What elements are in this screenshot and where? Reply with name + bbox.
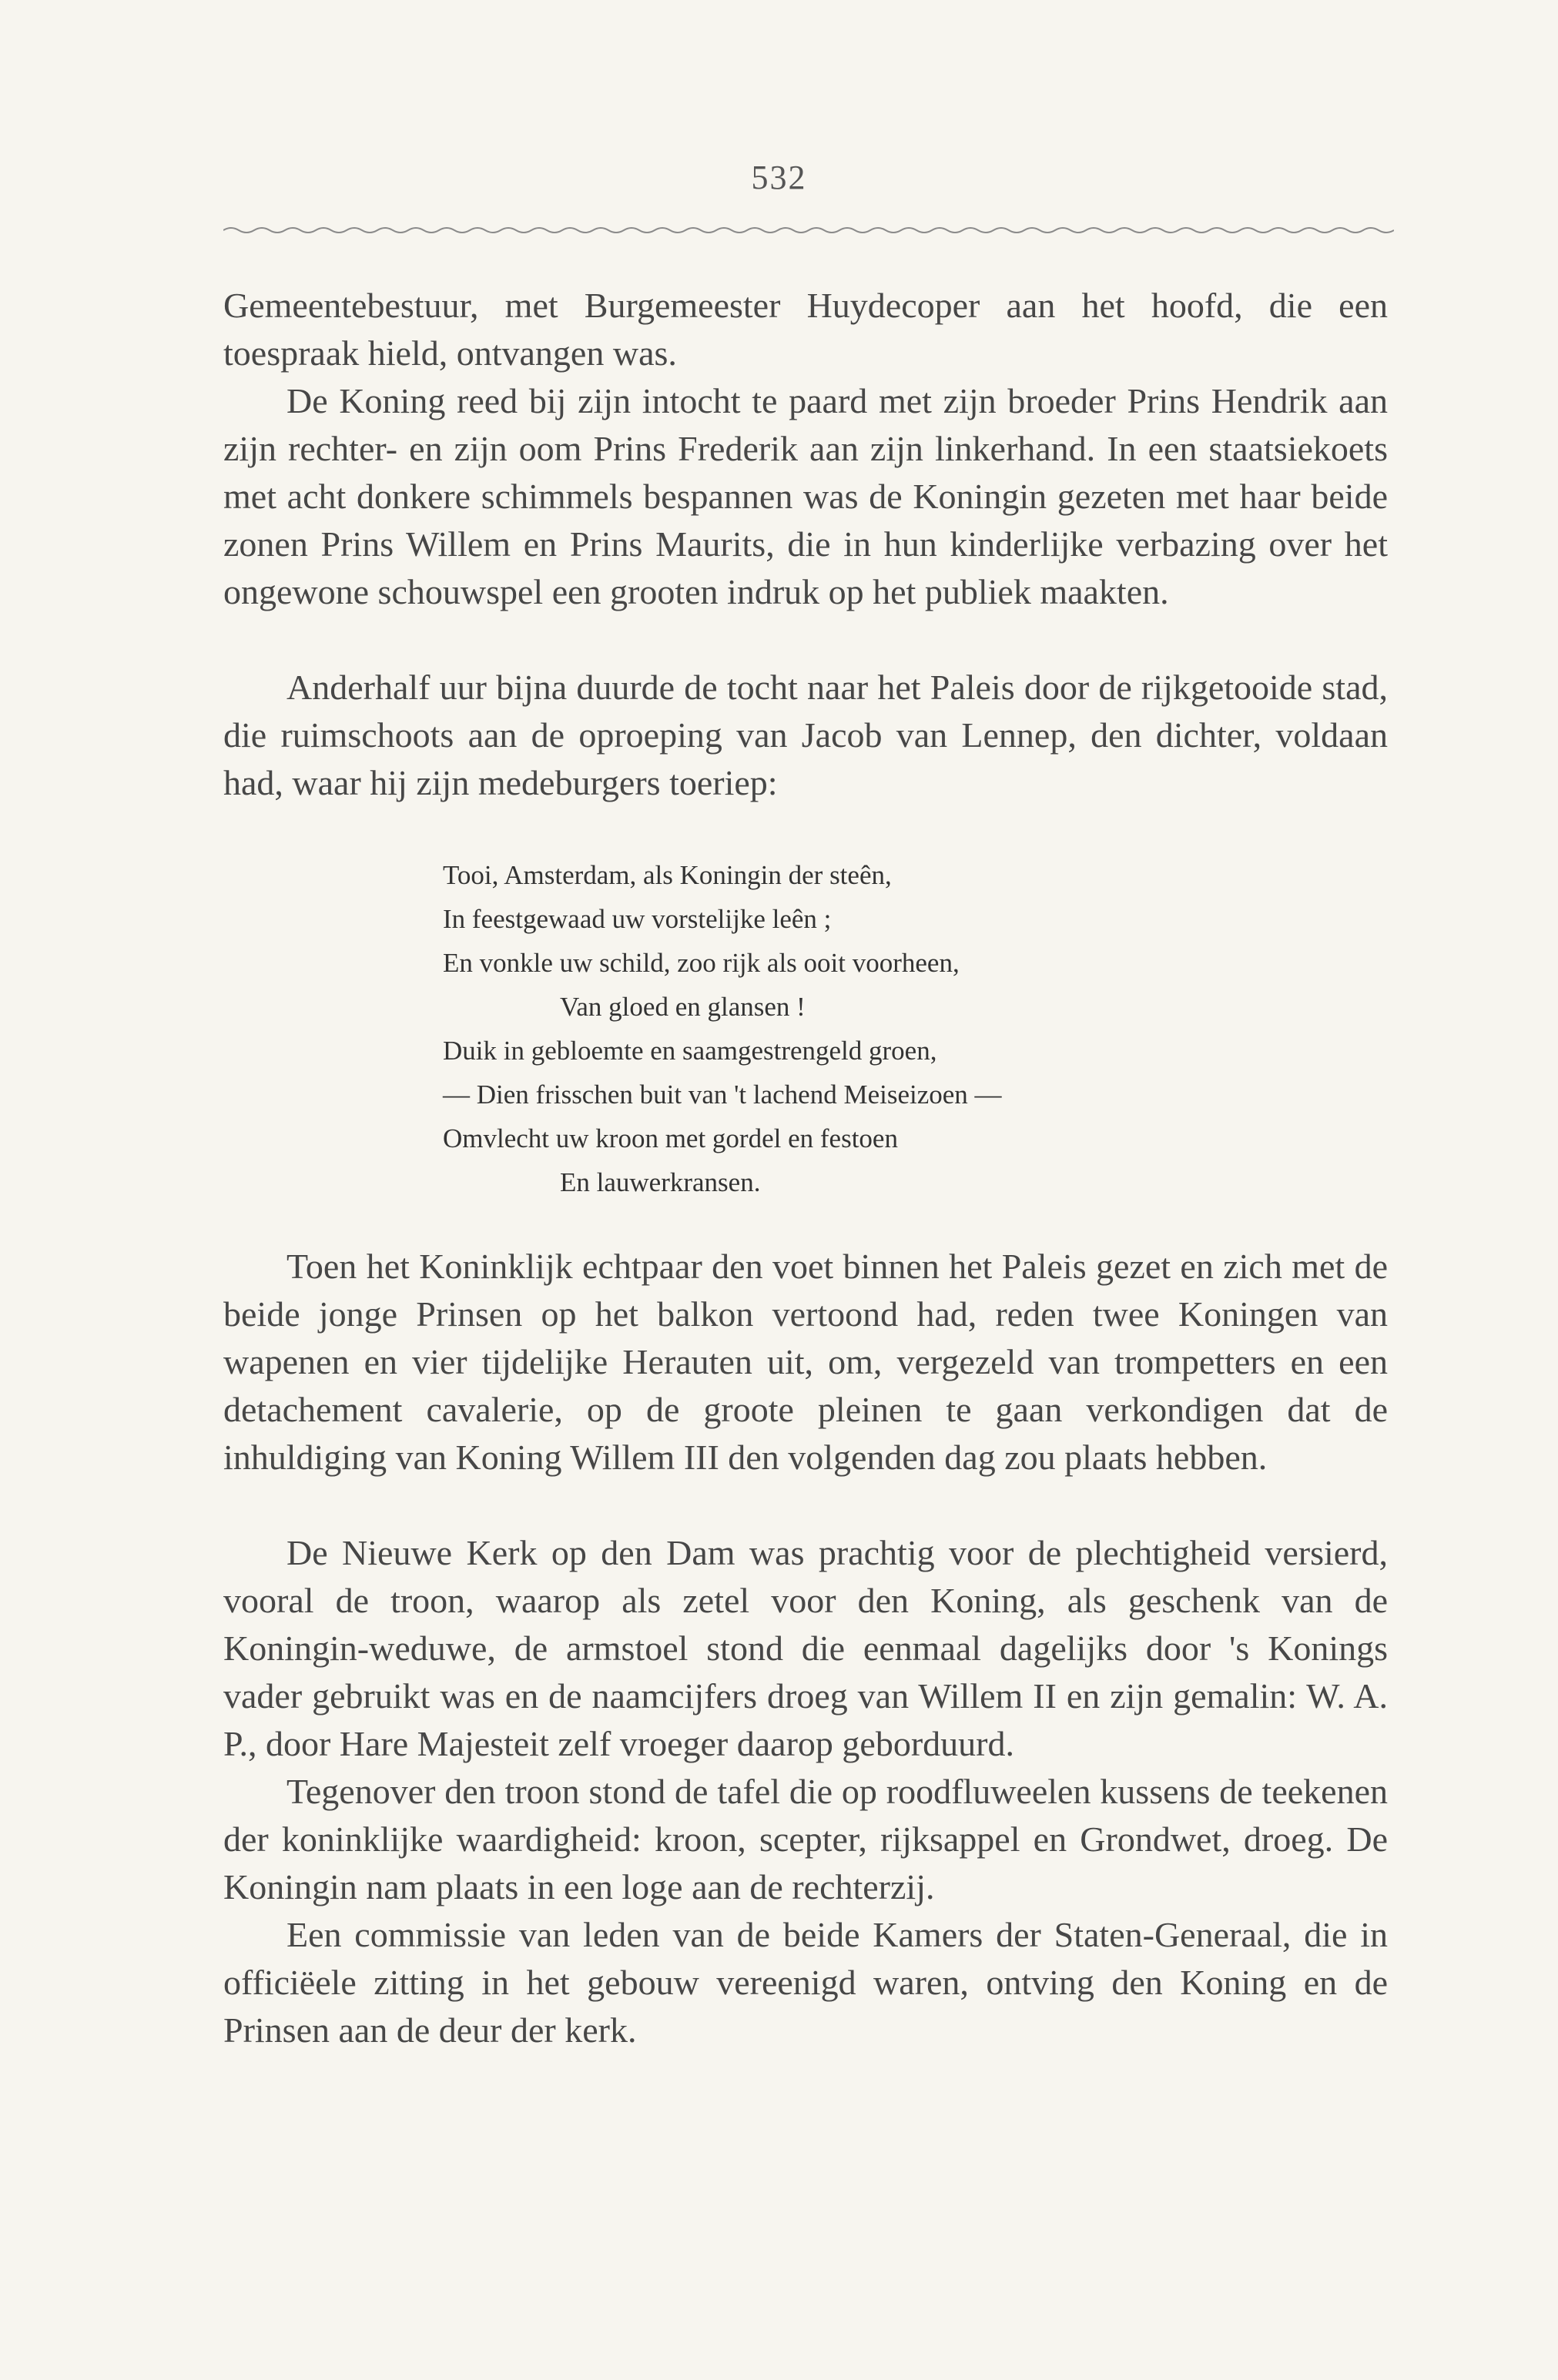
paragraph-2: De Koning reed bij zijn intocht te paard met zijn broeder Prins Hendrik aan zijn rechter- en zijn oom Prins Frederik aan zijn linkerhand. In een staatsiekoets met acht donkere schimmels bespannen was de Koningin gezeten met haar beide zonen Prins Willem en Prins Maurits, die in hun kinderlijke verbazing over het ongewone schouwspel een grooten indruk op het publiek maakten. bbox=[223, 381, 1388, 611]
paragraph-4: Toen het Koninklijk echtpaar den voet binnen het Paleis gezet en zich met de beide jonge Prinsen op het balkon vertoond had, reden twee Koningen van wapenen en vier tijdelijke Herauten uit, om, vergezeld van trompetters en een detachement cavalerie, op de groote pleinen te gaan verkondigen dat de inhuldiging van Koning Willem III den volgenden dag zou plaats hebben. bbox=[223, 1247, 1388, 1477]
poem-line: — Dien frisschen buit van 't lachend Meiseizoen — bbox=[443, 1080, 1002, 1110]
poem-line: In feestgewaad uw vorstelijke leên ; bbox=[443, 904, 832, 934]
paragraph-6: Tegenover den troon stond de tafel die op roodfluweelen kussens de teekenen der koninklijke waardigheid: kroon, scepter, rijksappel en Grondwet, droeg. De Koningin nam plaats in een loge aan de rechterzij. bbox=[223, 1772, 1388, 1906]
poem-line: Tooi, Amsterdam, als Koningin der steên, bbox=[443, 860, 892, 890]
paragraph-3: Anderhalf uur bijna duurde de tocht naar het Paleis door de rijkgetooide stad, die ruimschoots aan de oproeping van Jacob van Lennep, den dichter, voldaan had, waar hij zijn medeburgers toeriep: bbox=[223, 668, 1388, 802]
poem-line: Omvlecht uw kroon met gordel en festoen bbox=[443, 1123, 898, 1153]
paragraph-7: Een commissie van leden van de beide Kamers der Staten-Generaal, die in officiëele zitting in het gebouw vereenigd waren, ontving den Koning en de Prinsen aan de deur der kerk. bbox=[223, 1915, 1388, 2050]
page-number: 532 bbox=[751, 159, 807, 196]
poem bbox=[443, 853, 1290, 1204]
paragraph-5: De Nieuwe Kerk op den Dam was prachtig voor de plechtigheid versierd, vooral de troon, waarop als zetel voor den Koning, als geschenk van de Koningin-weduwe, de armstoel stond die eenmaal dagelijks door 's Konings vader gebruikt was en de naamcijfers droeg van Willem II en zijn gemalin: W. A. P., door Hare Majesteit zelf vroeger daarop geborduurd. bbox=[223, 1533, 1388, 1763]
poem-line: Van gloed en glansen ! bbox=[560, 992, 806, 1022]
paragraph-1: Gemeentebestuur, met Burgemeester Huydecoper aan het hoofd, die een toespraak hield, ontvangen was. bbox=[223, 286, 1388, 373]
poem-line: Duik in gebloemte en saamgestrengeld groen, bbox=[443, 1036, 937, 1066]
decorative-wavy-rule bbox=[223, 225, 1394, 236]
poem-line: En lauwerkransen. bbox=[560, 1167, 761, 1197]
poem-line: En vonkle uw schild, zoo rijk als ooit voorheen, bbox=[443, 948, 960, 978]
